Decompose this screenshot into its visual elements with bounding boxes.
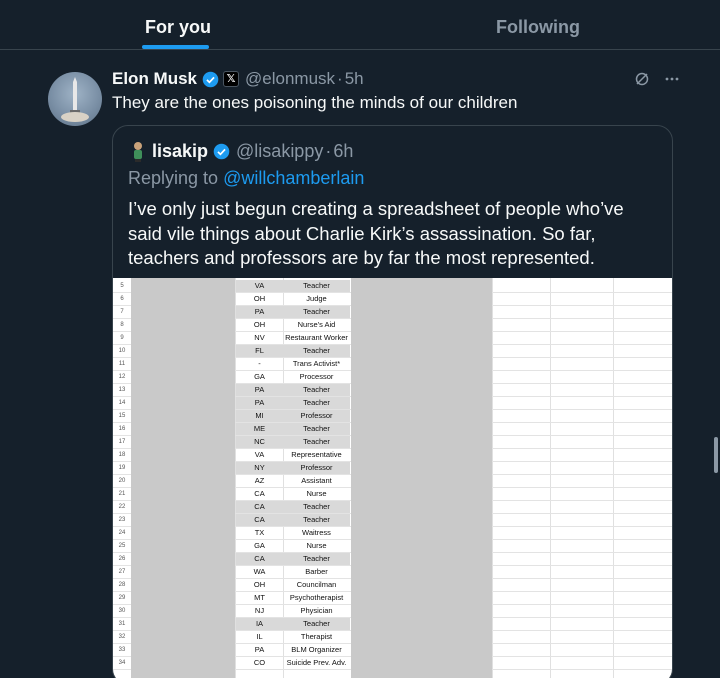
- row-number: 10: [118, 348, 126, 354]
- occupation-cell: Judge: [306, 294, 327, 303]
- row-number: 16: [118, 426, 126, 432]
- occupation-cell: Teacher: [283, 514, 350, 526]
- occupation-cell: Professor: [283, 410, 350, 422]
- row-number: 32: [118, 634, 126, 640]
- row-number: 34: [118, 660, 126, 666]
- row-number: 22: [118, 504, 126, 510]
- state-cell: VA: [236, 280, 283, 292]
- occupation-cell: Suicide Prev. Adv.: [286, 658, 347, 667]
- quoted-avatar: [128, 140, 148, 162]
- occupation-cell: Teacher: [283, 397, 350, 409]
- row-number: 6: [120, 296, 124, 302]
- tweet-actions: [634, 71, 680, 87]
- occupation-cell: Trans Activist*: [292, 359, 341, 368]
- state-cell: NC: [236, 436, 283, 448]
- tweet-text: They are the ones poisoning the minds of our children: [112, 93, 518, 112]
- state-cell: AZ: [254, 476, 265, 485]
- state-cell: CA: [236, 553, 283, 565]
- row-number: 17: [118, 439, 126, 445]
- occupation-cell: Teacher: [283, 501, 350, 513]
- state-cell: NY: [236, 462, 283, 474]
- state-cell: WA: [253, 567, 266, 576]
- row-number: 18: [118, 452, 126, 458]
- verified-badge-icon: [202, 71, 219, 88]
- scrollbar[interactable]: [714, 437, 718, 473]
- separator-dot: ·: [337, 69, 343, 88]
- row-number: 14: [118, 400, 126, 406]
- occupation-cell: Professor: [283, 462, 350, 474]
- tweet-time[interactable]: 5h: [344, 69, 364, 88]
- replying-to-link[interactable]: @willchamberlain: [223, 168, 365, 188]
- redacted-details-column: [351, 278, 492, 678]
- row-number: 26: [118, 556, 126, 562]
- occupation-cell: Teacher: [283, 553, 350, 565]
- tab-for-you[interactable]: For you: [145, 17, 211, 37]
- occupation-cell: Representative: [291, 450, 342, 459]
- quoted-header: [128, 140, 353, 162]
- row-number: 23: [118, 517, 126, 523]
- state-cell: IA: [236, 618, 283, 630]
- state-cell: NV: [254, 333, 265, 342]
- row-number: 28: [118, 582, 126, 588]
- state-cell: IL: [256, 632, 263, 641]
- quoted-time[interactable]: 6h: [333, 140, 354, 161]
- state-cell: OH: [253, 320, 266, 329]
- occupation-cell: Teacher: [283, 436, 350, 448]
- state-cell: GA: [254, 372, 265, 381]
- occupation-cell: Nurse: [306, 541, 327, 550]
- tab-following[interactable]: Following: [496, 17, 580, 37]
- state-cell: PA: [254, 645, 265, 654]
- redacted-names-column: [131, 278, 235, 678]
- replying-to: [128, 168, 364, 189]
- grok-icon[interactable]: [634, 71, 650, 87]
- occupation-cell: Teacher: [283, 280, 350, 292]
- state-cell: GA: [254, 541, 265, 550]
- state-cell: ME: [236, 423, 283, 435]
- state-cell: MI: [236, 410, 283, 422]
- row-number: 11: [118, 361, 126, 367]
- verified-badge-icon: [213, 143, 230, 160]
- replying-label: Replying to: [128, 168, 219, 188]
- row-number: 9: [120, 335, 124, 341]
- row-number: 7: [120, 309, 124, 315]
- row-number: 19: [118, 465, 126, 471]
- row-number: 5: [120, 283, 124, 289]
- row-number: 33: [118, 647, 126, 653]
- separator-dot: ·: [325, 140, 332, 161]
- quoted-text: I’ve only just begun creating a spreadsheet of people who’ve said vile things about Charlie Kirk’s assassination. So far, teachers and professors are by far the most represented.: [128, 198, 624, 268]
- row-number: 29: [118, 595, 126, 601]
- state-cell: CA: [236, 501, 283, 513]
- occupation-cell: Barber: [305, 567, 328, 576]
- author-handle[interactable]: @elonmusk: [245, 69, 336, 88]
- occupation-cell: Processor: [299, 372, 334, 381]
- row-number: 25: [118, 543, 126, 549]
- state-cell: CA: [236, 514, 283, 526]
- row-number: 8: [120, 322, 124, 328]
- state-cell: NJ: [254, 606, 265, 615]
- occupation-cell: Teacher: [283, 306, 350, 318]
- occupation-cell: Nurse's Aid: [297, 320, 336, 329]
- state-cell: PA: [236, 306, 283, 318]
- occupation-cell: Teacher: [283, 618, 350, 630]
- occupation-cell: Councilman: [296, 580, 337, 589]
- occupation-cell: Waitress: [302, 528, 331, 537]
- tweet-header: [112, 68, 364, 90]
- x-logo-icon: 𝕏: [223, 71, 239, 87]
- row-number: 13: [118, 387, 126, 393]
- row-number: 30: [118, 608, 126, 614]
- state-cell: PA: [236, 384, 283, 396]
- state-cell: -: [258, 359, 261, 368]
- occupation-cell: Nurse: [306, 489, 327, 498]
- spreadsheet-image[interactable]: [113, 278, 673, 678]
- occupation-cell: Teacher: [283, 384, 350, 396]
- state-cell: PA: [236, 397, 283, 409]
- row-number: 15: [118, 413, 126, 419]
- quoted-author-name[interactable]: lisakip: [152, 140, 209, 161]
- state-cell: MT: [254, 593, 265, 602]
- state-cell: TX: [254, 528, 265, 537]
- state-cell: OH: [253, 580, 266, 589]
- row-number: 21: [118, 491, 126, 497]
- occupation-cell: Teacher: [283, 423, 350, 435]
- timeline-tabs: [0, 0, 720, 50]
- row-number: 12: [118, 374, 126, 380]
- occupation-cell: BLM Organizer: [291, 645, 342, 654]
- row-number: 24: [118, 530, 126, 536]
- row-number: 27: [118, 569, 126, 575]
- avatar[interactable]: [48, 72, 102, 126]
- author-name[interactable]: Elon Musk: [112, 69, 198, 88]
- quoted-tweet[interactable]: [112, 125, 673, 678]
- state-cell: CA: [254, 489, 265, 498]
- occupation-cell: Restaurant Worker: [285, 333, 348, 342]
- row-number: 20: [118, 478, 126, 484]
- more-icon[interactable]: [664, 71, 680, 87]
- state-cell: VA: [254, 450, 265, 459]
- occupation-cell: Therapist: [300, 632, 333, 641]
- quoted-author-handle[interactable]: @lisakippy: [236, 140, 324, 161]
- state-cell: CO: [253, 658, 266, 667]
- row-number: 31: [118, 621, 126, 627]
- occupation-cell: Assistant: [301, 476, 332, 485]
- occupation-cell: Physician: [300, 606, 333, 615]
- occupation-cell: Teacher: [283, 345, 350, 357]
- active-tab-indicator: [142, 45, 209, 49]
- occupation-cell: Psychotherapist: [289, 593, 344, 602]
- state-cell: FL: [236, 345, 283, 357]
- state-cell: OH: [253, 294, 266, 303]
